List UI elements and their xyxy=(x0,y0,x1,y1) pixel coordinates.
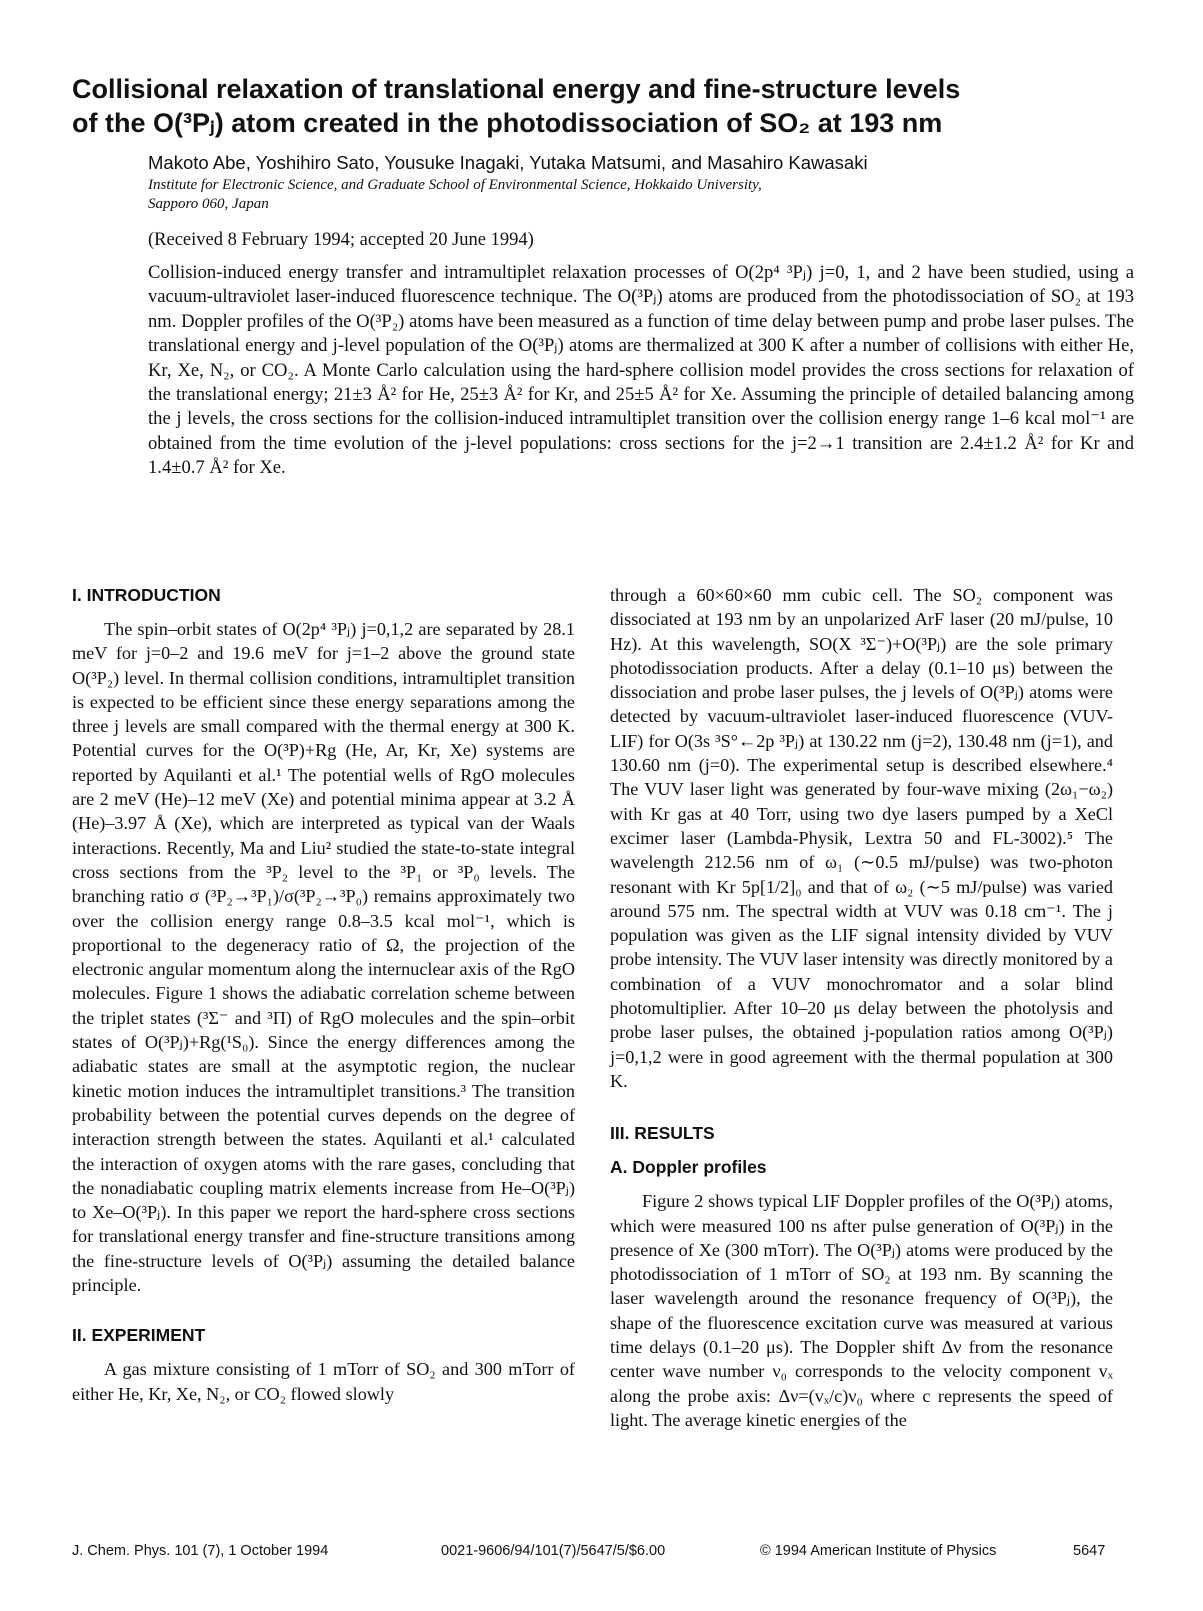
title-line-1: Collisional relaxation of translational energy and fine-structure levels xyxy=(72,74,961,104)
results-heading: III. RESULTS xyxy=(610,1123,715,1144)
title-line-2: of the O(³Pⱼ) atom created in the photodissociation of SO₂ at 193 nm xyxy=(72,108,943,138)
received-dates: (Received 8 February 1994; accepted 20 June 1994) xyxy=(148,230,534,250)
left-column xyxy=(72,583,575,1406)
footer-issn: 0021-9606/94/101(7)/5647/5/$6.00 xyxy=(441,1543,666,1559)
right-column xyxy=(610,583,1113,1432)
intro-paragraph: The spin–orbit states of O(2p⁴ ³Pⱼ) j=0,1,2 are separated by 28.1 meV for j=0–2 and 19.6 meV for j=1–2 above the ground state O(³P₂) level. In thermal collision conditions, intramultiplet transition is expected to be efficient since these energy separations among the three j levels are small compared with the thermal energy at 300 K. Potential curves for the O(³P)+Rg (He, Ar, Kr, Xe) systems are reported by Aquilanti et al.¹ The potential wells of RgO molecules are 2 meV (He)–12 meV (Xe) and potential minima appear at 3.2 Å (He)–3.97 Å (Xe), which are interpreted as typical van der Waals interactions. Recently, Ma and Liu² studied the state-to-state integral cross sections from the ³P₂ level to the ³P₁ or ³P₀ levels. The branching ratio σ (³P₂→³P₁)/σ(³P₂→³P₀) remains approximately two over the collision energy range 0.8–3.5 kcal mol⁻¹, which is proportional to the degeneracy ratio of Ω, the projection of the electronic angular momentum along the internuclear axis of the RgO molecules. Figure 1 shows the adiabatic correlation scheme between the triplet states (³Σ⁻ and ³Π) of RgO molecules and the spin–orbit states of O(³Pⱼ)+Rg(¹S₀). Since the energy differences among the adiabatic states are small at the asymptotic region, the nuclear kinetic motion induces the intramultiplet transitions.³ The transition probability between the potential curves depends on the degree of interaction strength between the states. Aquilanti et al.¹ calculated the interaction of oxygen atoms with the rare gases, concluding that the nonadiabatic coupling matrix elements increase from He–O(³Pⱼ) to Xe–O(³Pⱼ). In this paper we report the hard-sphere cross sections for translational energy transfer and fine-structure transitions among the fine-structure levels of O(³Pⱼ) assuming the detailed balance principle. xyxy=(72,619,575,1296)
experiment-heading: II. EXPERIMENT xyxy=(72,1325,206,1346)
affiliation-line-2: Sapporo 060, Japan xyxy=(148,196,269,212)
paper-title xyxy=(72,72,1132,140)
footer-page-number: 5647 xyxy=(1073,1543,1106,1559)
affiliation xyxy=(148,176,1128,214)
intro-heading: I. INTRODUCTION xyxy=(72,585,221,605)
doppler-subheading: A. Doppler profiles xyxy=(610,1157,767,1178)
experiment-paragraph-continued: through a 60×60×60 mm cubic cell. The SO₂ component was dissociated at 193 nm by an unpolarized ArF laser (20 mJ/pulse, 10 Hz). At this wavelength, SO(X ³Σ⁻)+O(³Pⱼ) are the sole primary photodissociation products. After a delay (0.1–10 μs) between the dissociation and probe laser pulses, the j levels of O(³Pⱼ) atoms were detected by vacuum-ultraviolet laser-induced fluorescence (VUV-LIF) for O(3s ³S°←2p ³Pⱼ) at 130.22 nm (j=2), 130.48 nm (j=1), and 130.60 nm (j=0). The experimental setup is described elsewhere.⁴ The VUV laser light was generated by four-wave mixing (2ω₁−ω₂) with Kr gas at 40 Torr, using two dye lasers pumped by a XeCl excimer laser (Lambda-Physik, Lextra 50 and FL-3002).⁵ The wavelength 212.56 nm of ω₁ (∼0.5 mJ/pulse) was two-photon resonant with Kr 5p[1/2]₀ and that of ω₂ (∼5 mJ/pulse) was varied around 575 nm. The spectral width at VUV was 0.18 cm⁻¹. The j population was given as the LIF signal intensity divided by VUV probe intensity. The VUV laser intensity was directly monitored by a combination of a VUV monochromator and a solar blind photomultiplier. After 10–20 μs delay between the photolysis and probe laser pulses, the obtained j-population ratios among O(³Pⱼ) j=0,1,2 were in good agreement with the thermal population at 300 K. xyxy=(610,585,1113,1091)
footer-copyright: © 1994 American Institute of Physics xyxy=(760,1543,997,1559)
affiliation-line-1: Institute for Electronic Science, and Graduate School of Environmental Science, Hokkaido University, xyxy=(148,177,762,193)
author-list: Makoto Abe, Yoshihiro Sato, Yousuke Inagaki, Yutaka Matsumi, and Masahiro Kawasaki xyxy=(148,152,868,173)
page-footer xyxy=(72,1540,1132,1562)
footer-journal: J. Chem. Phys. 101 (7), 1 October 1994 xyxy=(72,1543,329,1559)
experiment-paragraph-start: A gas mixture consisting of 1 mTorr of SO₂ and 300 mTorr of either He, Kr, Xe, N₂, or CO₂ flowed slowly xyxy=(72,1359,575,1404)
results-paragraph: Figure 2 shows typical LIF Doppler profiles of the O(³Pⱼ) atoms, which were measured 100 ns after pulse generation of O(³Pⱼ) in the presence of Xe (300 mTorr). The O(³Pⱼ) atoms were produced by the photodissociation of 1 mTorr of SO₂ at 193 nm. By scanning the laser wavelength around the resonance frequency of O(³Pⱼ), the shape of the fluorescence excitation curve was measured at various time delays (0.1–20 μs). The Doppler shift Δν from the resonance center wave number ν₀ corresponds to the velocity component vₓ along the probe axis: Δν=(vₓ/c)ν₀ where c represents the speed of light. The average kinetic energies of the xyxy=(610,1191,1113,1430)
abstract: Collision-induced energy transfer and intramultiplet relaxation processes of O(2p⁴ ³Pⱼ) j=0, 1, and 2 have been studied, using a vacuum-ultraviolet laser-induced fluorescence technique. The O(³Pⱼ) atoms are produced from the photodissociation of SO₂ at 193 nm. Doppler profiles of the O(³P₂) atoms have been measured as a function of time delay between pump and probe laser pulses. The translational energy and j-level population of the O(³Pⱼ) atoms are thermalized at 300 K after a number of collisions with either He, Kr, Xe, N₂, or CO₂. A Monte Carlo calculation using the hard-sphere collision model provides the cross sections for relaxation of the translational energy; 21±3 Å² for He, 25±3 Å² for Kr, and 25±5 Å² for Xe. Assuming the principle of detailed balancing among the j levels, the cross sections for the collision-induced intramultiplet transition over the collision energy range 1–6 kcal mol⁻¹ are obtained from the time evolution of the j-level populations: cross sections for the j=2→1 transition are 2.4±1.2 Å² for Kr and 1.4±0.7 Å² for Xe. xyxy=(148,262,1134,479)
